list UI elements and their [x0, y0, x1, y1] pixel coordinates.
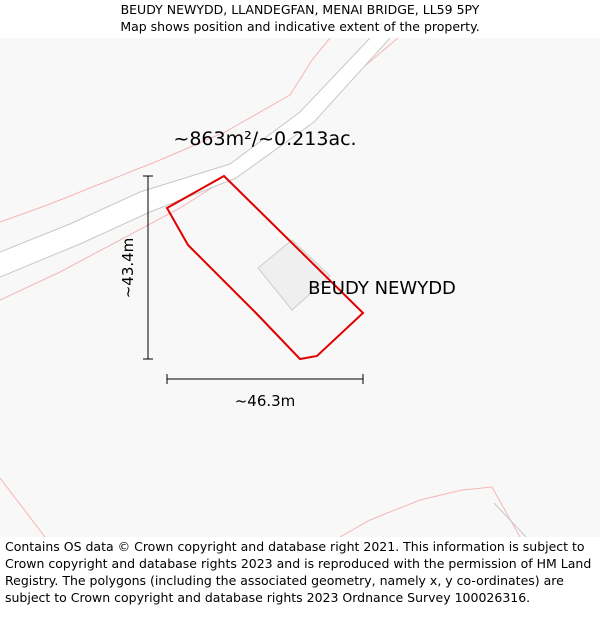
map-header: [0, 0, 600, 39]
height-dimension-label: ~43.4m: [119, 237, 137, 299]
property-map[interactable]: [0, 38, 600, 537]
map-subtitle: Map shows position and indicative extent of the property.: [120, 19, 480, 34]
property-address: BEUDY NEWYDD, LLANDEGFAN, MENAI BRIDGE, LL59 5PY: [120, 2, 480, 17]
area-label: ~863m²/~0.213ac.: [173, 128, 357, 150]
copyright-notice: Contains OS data © Crown copyright and database right 2021. This information is subject to Crown copyright and database rights 2023 and is reproduced with the permission of HM Land Registry. The polygons (including the associated geometry, namely x, y co-ordinates) are subject to Crown copyright and database rights 2023 Ordnance Survey 100026316.: [5, 539, 592, 605]
property-name-label: BEUDY NEWYDD: [308, 278, 456, 299]
width-dimension-label: ~46.3m: [234, 392, 296, 410]
